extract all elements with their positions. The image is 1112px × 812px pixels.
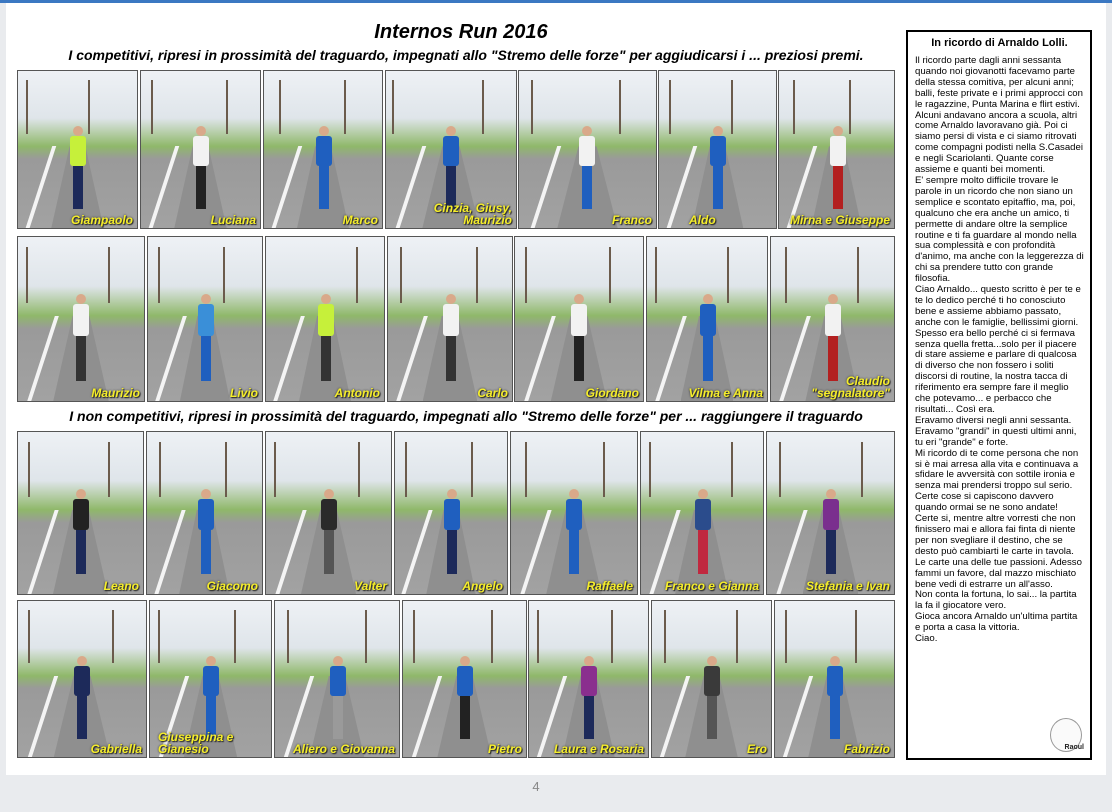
runner-photo (265, 236, 385, 402)
photo-caption: Luciana (210, 213, 256, 227)
photo-caption: Aliero e Giovanna (292, 742, 395, 756)
photo-caption: Aldo (689, 213, 716, 227)
photo-caption: Mirna e Giuseppe (789, 213, 890, 227)
photo-caption: Raffaele (586, 579, 633, 593)
photo-caption: Giampaolo (70, 213, 133, 227)
runner-photo (514, 236, 644, 402)
runner-photo (394, 431, 508, 595)
runner-photo (402, 600, 527, 758)
runner-photo (385, 70, 517, 229)
subtitle-noncompetitive: I non competitivi, ripresi in prossimità del traguardo, impegnati allo "Stremo delle forze" per ... raggiungere il traguardo (69, 408, 863, 424)
runner-photo (518, 70, 657, 229)
runner-photo (265, 431, 392, 595)
photo-caption: Giuseppina e Gianesio (158, 730, 234, 756)
photo-caption: Vilma e Anna (688, 386, 763, 400)
runner-photo (528, 600, 649, 758)
runner-photo (770, 236, 895, 402)
photo-caption: Franco e Gianna (664, 579, 759, 593)
runner-photo (149, 600, 272, 758)
memorial-title: In ricordo di Arnaldo Lolli. (931, 37, 1068, 49)
runner-photo (140, 70, 261, 229)
photo-caption: Leano (103, 579, 139, 593)
runner-photo (17, 70, 138, 229)
photo-caption: Livio (229, 386, 258, 400)
photo-caption: Giacomo (206, 579, 258, 593)
photo-caption: Carlo (477, 386, 508, 400)
photo-caption: Antonio (334, 386, 380, 400)
signature-name: Raoul (1064, 744, 1084, 752)
photo-caption: Gabriella (90, 742, 142, 756)
runner-photo (263, 70, 383, 229)
photo-caption: Pietro (487, 742, 522, 756)
photo-caption: Angelo (462, 579, 503, 593)
subtitle-competitive: I competitivi, ripresi in prossimità del traguardo, impegnati allo "Stremo delle forze" per aggiudicarsi i ... preziosi premi. (68, 47, 864, 63)
page-number: 4 (532, 779, 540, 794)
runner-photo (146, 431, 263, 595)
runner-photo (387, 236, 513, 402)
runner-photo (774, 600, 895, 758)
photo-caption: Laura e Rosaria (553, 742, 644, 756)
photo-caption: Cinzia, Giusy, Maurizio (433, 201, 512, 227)
memorial-box (906, 30, 1092, 760)
runner-photo (274, 600, 400, 758)
photo-caption: Ero (746, 742, 767, 756)
runner-photo (510, 431, 638, 595)
photo-caption: Marco (342, 213, 378, 227)
memorial-text: Il ricordo parte dagli anni sessanta quando noi giovanotti facevamo parte della stessa comitiva, per alcuni anni; balli, feste private e i primi approcci con le ragazzine, Punta Marina e flirt estivi. Alcuni andavano ancora a scuola, altri come Arnaldo lavoravano già. Poi ci siamo persi di vista e ci siamo ritrovati come compagni podisti nella S.Casadei e negli Scariolanti. Quante corse assieme e quanti bei momenti. E' sempre molto difficile trovare le parole in un ricordo che non siano un semplice e scontato epitaffio, ma, poi, qualcuno che era anche un amico, ti permette di andare oltre la semplice routine e ti fa guardare al mondo nella sua complessità e con profondità d'animo, ma anche con la leggerezza di chi sa prendere tutto con grande filosofia. Ciao Arnaldo... questo scritto è per te e te lo dedico perché ti ho conosciuto bene e assieme abbiamo passato, anche con le famiglie, bellissimi giorni. Spesso era bello perché ci si fermava senza quella fretta...solo per il piacere di stare assieme e parlare di qualcosa di diverso che non fossero i soliti discorsi di routine, la nostra tacca di riferimento era sempre fare il meglio che potevamo... e perbacco che risultati... Così era. Eravamo diversi negli anni sessanta. Eravamo "grandi" in questi ultimi anni, tu eri "grande" e forte. Mi ricordo di te come persona che non si è mai arresa alla vita e continuava a sfidare le avversità con sottile ironia e senza mai prendersi troppo sul serio. Certe cose si capiscono davvero quando ormai se ne sono andate! Certe si, mentre altre vorresti che non finissero mai e allora fai finta di niente per non svegliare il destino, che se desto può cambiarti le carte in tavola. Le carte una delle tue passioni. Adesso fammi un favore, dal mazzo mischiato bene vedi di estrarre un all'asso. Non conta la fortuna, lo sai... la partita la fa il giocatore vero. Gioca ancora Arnaldo un'ultima partita e porta a casa la vittoria. Ciao. (915, 55, 1084, 645)
runner-photo (646, 236, 768, 402)
runner-photo (17, 236, 145, 402)
photo-caption: Fabrizio (843, 742, 890, 756)
photo-caption: Giordano (585, 386, 639, 400)
photo-caption: Maurizio (91, 386, 140, 400)
photo-caption: Claudio "segnalatore" (811, 374, 890, 400)
photo-caption: Valter (354, 579, 387, 593)
magazine-page (6, 3, 1106, 775)
photo-caption: Franco (611, 213, 652, 227)
runner-photo (766, 431, 895, 595)
page-title: Internos Run 2016 (374, 21, 548, 43)
runner-photo (651, 600, 772, 758)
photo-caption: Stefania e Ivan (805, 579, 890, 593)
runner-photo (17, 600, 147, 758)
runner-photo (147, 236, 263, 402)
runner-photo (17, 431, 144, 595)
runner-photo (778, 70, 895, 229)
runner-photo (658, 70, 777, 229)
runner-photo (640, 431, 764, 595)
